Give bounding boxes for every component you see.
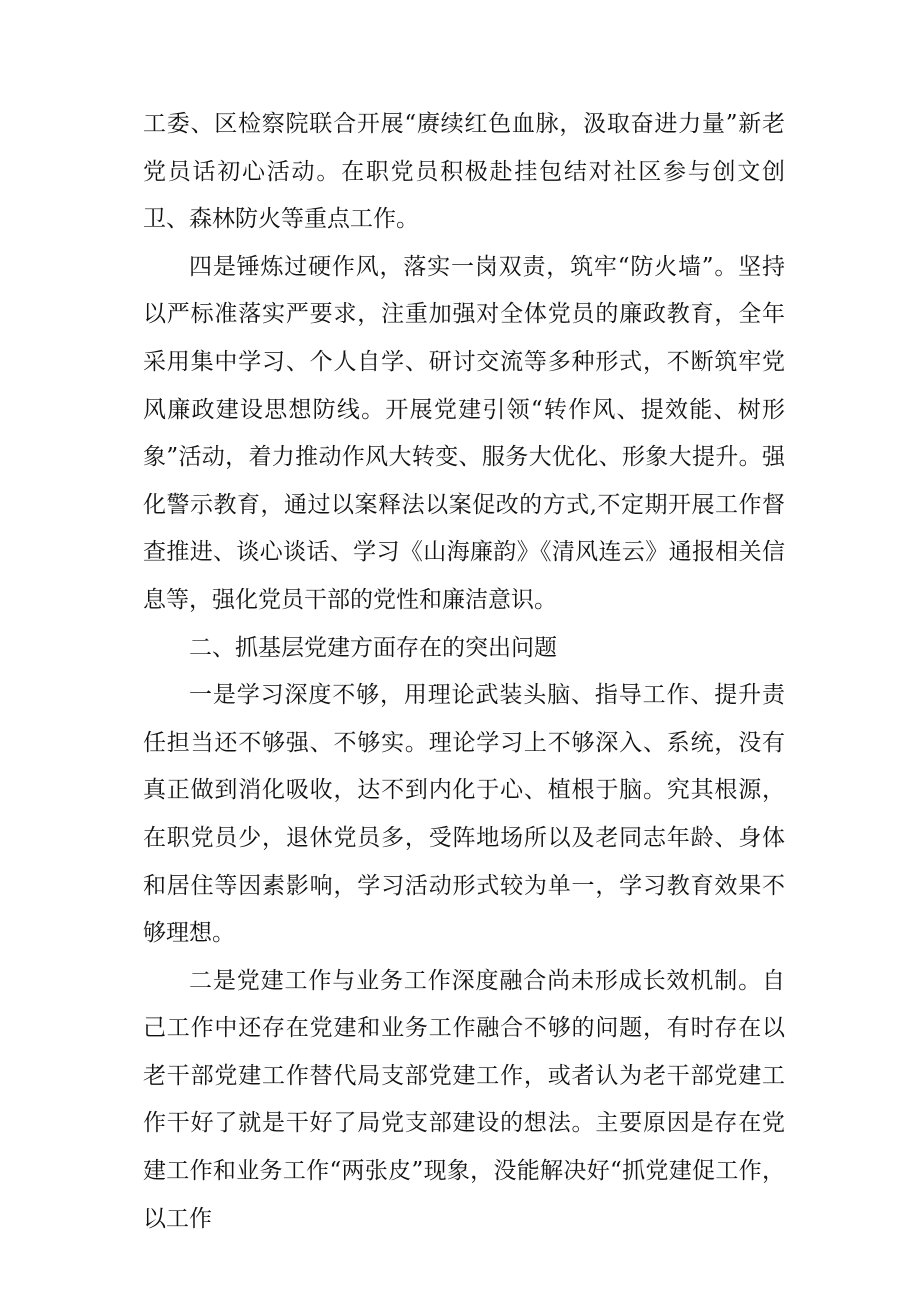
document-body — [143, 101, 785, 1243]
paragraph-work-style: 四是锤炼过硬作风，落实一岗双责，筑牢“防火墙”。坚持以严标准落实严要求，注重加强对全体党员的廉政教育，全年采用集中学习、个人自学、研讨交流等多种形式，不断筑牢党风廉政建设思想防线。开展党建引领“转作风、提效能、树形象”活动，着力推动作风大转变、服务大优化、形象大提升。强化警示教育，通过以案释法以案促改的方式,不定期开展工作督查推进、谈心谈话、学习《山海廉韵》《清风连云》通报相关信息等，强化党员干部的党性和廉洁意识。 — [143, 253, 785, 613]
paragraph-integration: 二是党建工作与业务工作深度融合尚未形成长效机制。自己工作中还存在党建和业务工作融合不够的问题，有时存在以老干部党建工作替代局支部党建工作，或者认为老干部党建工作干好了就是干好了局党支部建设的想法。主要原因是存在党建工作和业务工作“两张皮”现象，没能解决好“抓党建促工作，以工作 — [143, 967, 785, 1232]
section-heading: 二、抓基层党建方面存在的突出问题 — [189, 634, 557, 661]
paragraph-continuation: 工委、区检察院联合开展“赓续红色血脉，汲取奋进力量”新老党员话初心活动。在职党员积极赴挂包结对社区参与创文创卫、森林防火等重点工作。 — [143, 111, 785, 233]
paragraph-study-depth: 一是学习深度不够，用理论武装头脑、指导工作、提升责任担当还不够强、不够实。理论学习上不够深入、系统，没有真正做到消化吸收，达不到内化于心、植根于脑。究其根源，在职党员少，退休党员多，受阵地场所以及老同志年龄、身体和居住等因素影响，学习活动形式较为单一，学习教育效果不够理想。 — [143, 682, 785, 947]
